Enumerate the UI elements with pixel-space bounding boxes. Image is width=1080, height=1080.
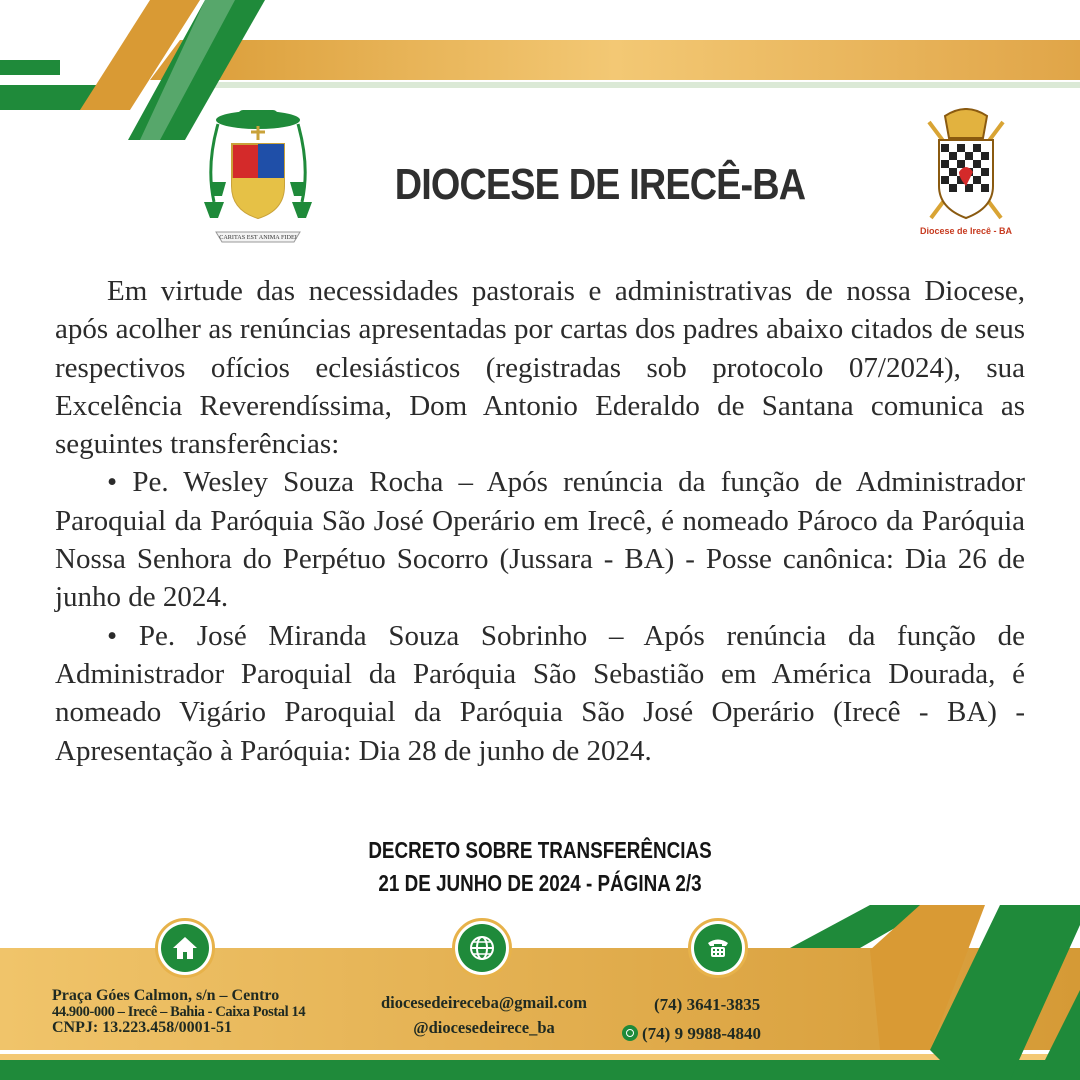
decree-title: DECRETO SOBRE TRANSFERÊNCIAS (368, 837, 712, 863)
logo-motto: CARITAS EST ANIMA FIDEI (219, 234, 297, 241)
email-link[interactable]: diocesedeireceba@gmail.com (380, 993, 588, 1012)
telephone-icon (688, 918, 748, 978)
bishop-coat-of-arms-logo (196, 106, 320, 252)
web-contacts (368, 990, 600, 1040)
transfer-item-1: • Pe. Wesley Souza Rocha – Após renúncia da função de Administrador Paroquial da Paróquia São José Operário em Irecê, é nomeado Pároco da Paróquia Nossa Senhora do Perpétuo Socorro (Jussara - BA) - Posse canônica: Dia 26 de junho de 2024. (55, 466, 1025, 614)
address-block (52, 988, 305, 1036)
page-title: DIOCESE DE IRECÊ-BA (394, 160, 806, 209)
address-city: 44.900-000 – Irecê – Bahia - Caixa Postal 14 (52, 1004, 306, 1020)
announcement-text (55, 272, 1025, 770)
intro-paragraph: Em virtude das necessidades pastorais e administrativas de nossa Diocese, após acolher as renúncias apresentadas por cartas dos padres abaixo citados de seus respectivos ofícios eclesiásticos (registradas sob protocolo 07/2024), sua Excelência Reverendíssima, Dom Antonio Ederaldo de Santana comunica as seguintes transferências: (55, 275, 1025, 461)
whatsapp-number[interactable]: (74) 9 9988-4840 (642, 1024, 761, 1043)
cnpj-text: CNPJ: 13.223.458/0001-51 (52, 1019, 232, 1036)
transfer-item-2: • Pe. José Miranda Souza Sobrinho – Após renúncia da função de Administrador Paroquial da Paróquia São Sebastião em América Dourada, é nomeado Vigário Paroquial da Paróquia São José Operário (Irecê - BA) - Apresentação à Paróquia: Dia 28 de junho de 2024. (55, 619, 1025, 767)
diocese-logo (915, 108, 1017, 240)
whatsapp-icon (622, 1025, 638, 1041)
decree-caption (360, 834, 721, 900)
home-icon (155, 918, 215, 978)
globe-icon (452, 918, 512, 978)
decree-date-page: 21 DE JUNHO DE 2024 - PÁGINA 2/3 (378, 870, 702, 896)
instagram-handle[interactable]: @diocesedeirece_ba (413, 1018, 555, 1037)
address-street: Praça Góes Calmon, s/n – Centro (52, 987, 280, 1004)
phone-number[interactable]: (74) 3641-3835 (654, 995, 761, 1014)
logo-caption: Diocese de Irecê - BA (919, 226, 1013, 236)
phone-contacts (622, 990, 761, 1048)
